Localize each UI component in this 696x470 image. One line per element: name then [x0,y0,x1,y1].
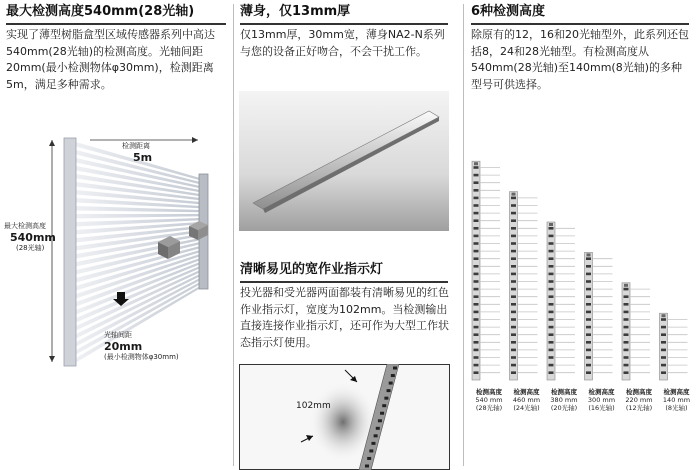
beam-window [549,288,554,291]
beam-window [586,356,591,359]
beam-window [661,356,666,359]
beam-window [624,311,629,314]
section-divider [240,23,448,25]
model-label-axes: (20光轴) [550,404,578,412]
beam-window [474,189,479,192]
beam-window [661,349,666,352]
led-dot [365,465,369,468]
beam-window [661,333,666,336]
beam-window [624,295,629,298]
beam-window [474,257,479,260]
beam-window [586,288,591,291]
beam-window [511,227,516,230]
model-label [509,388,545,412]
beam-window [511,341,516,344]
led-dot [387,389,391,392]
model-label-axes: (12光轴) [625,404,653,412]
beam-window [624,326,629,329]
beam-window [549,371,554,374]
beam-window [511,204,516,207]
beam-window [624,349,629,352]
model-label-height: 220 mm [625,396,653,404]
column-divider [233,4,234,466]
beam-window [474,227,479,230]
light-beam [76,214,200,219]
beam-window [511,273,516,276]
led-dot [367,457,371,460]
beam-window [549,257,554,260]
model-label-axes: (28光轴) [475,404,503,412]
beam-window [511,197,516,200]
beam-window [474,356,479,359]
model-label-height: 540 mm [475,396,503,404]
indicator-width-label: 102mm [296,401,331,411]
model-label-title: 检测高度 [476,388,502,396]
model-label-title: 检测高度 [626,388,652,396]
led-dot [389,382,393,385]
beam-window [549,318,554,321]
beam-window [474,204,479,207]
beam-window [511,311,516,314]
beam-window [511,242,516,245]
beam-window [624,364,629,367]
model-sensor [585,252,613,380]
test-object-cube [158,236,180,259]
led-dot [371,442,375,445]
beam-window [586,273,591,276]
led-dot [384,397,388,400]
light-curtain-figure [0,118,232,470]
pitch-value: 20mm [104,340,143,353]
beam-window [511,257,516,260]
beam-window [474,242,479,245]
section-title-indicator: 清晰易见的宽作业指示灯 [240,262,384,277]
model-sensor [660,313,688,380]
beam-window [474,303,479,306]
model-label-height: 300 mm [587,396,616,404]
beam-window [474,235,479,238]
led-dot [380,412,384,415]
beam-window [474,265,479,268]
beam-window [474,371,479,374]
section-divider [6,23,226,25]
beam-window [511,318,516,321]
section-divider [240,281,448,283]
led-dot [374,434,378,437]
section-body-heights: 除原有的12，16和20光轴型外，此系列还包括8，24和28光轴型。有检测高度从540mm(28光轴)至140mm(8光轴)的多种型号可供选择。 [471,28,689,91]
pitch-note: (最小检测物体φ30mm) [104,353,179,361]
beam-window [549,303,554,306]
beam-window [474,326,479,329]
beam-window [474,250,479,253]
model-label [546,388,582,412]
beam-window [511,326,516,329]
beam-window [511,212,516,215]
light-beams [76,142,200,363]
beam-window [511,265,516,268]
beam-window [474,273,479,276]
beam-window [511,288,516,291]
beam-window [586,295,591,298]
distance-value: 5m [133,151,153,164]
led-dot [378,419,382,422]
beam-window [474,333,479,336]
beam-window [661,326,666,329]
beam-window [474,295,479,298]
beam-window [586,265,591,268]
beam-window [474,219,479,222]
beam-window [474,349,479,352]
indicator-lamp-photo [239,364,450,470]
beam-window [511,250,516,253]
beam-window [661,318,666,321]
beam-window [474,166,479,169]
led-dot [382,404,386,407]
beam-window [624,371,629,374]
beam-window [474,197,479,200]
section-divider [471,23,689,25]
beam-window [474,341,479,344]
beam-window [549,311,554,314]
led-dot [369,449,373,452]
section-title-heights: 6种检测高度 [471,4,546,19]
section-body-indicator: 投光器和受光器两面都装有清晰易见的红色作业指示灯，宽度为102mm。当检测输出直接连接作业指示灯，还可作为大型工作状态指示灯使用。 [240,286,449,349]
beam-window [624,303,629,306]
beam-window [549,341,554,344]
model-label-title: 检测高度 [513,388,540,396]
beam-window [624,341,629,344]
beam-window [549,227,554,230]
beam-window [586,303,591,306]
beam-window [474,212,479,215]
pitch-label: 光轴间距 [104,331,132,339]
beam-window [511,333,516,336]
beam-window [624,318,629,321]
emitter-unit [64,138,76,366]
height-label: 最大检测高度 [4,222,46,230]
model-label [584,388,620,412]
beam-window [586,257,591,260]
model-label [621,388,657,412]
beam-window [661,341,666,344]
model-label-axes: (8光轴) [665,404,688,412]
thin-sensor-photo [239,91,449,231]
model-lineup-figure [464,140,696,386]
height-value: 540mm [10,231,56,244]
led-dot [391,374,395,377]
beam-window [586,341,591,344]
beam-window [549,349,554,352]
led-dot [393,367,397,370]
beam-window [586,280,591,283]
beam-window [549,333,554,336]
beam-window [474,174,479,177]
light-beam [76,270,200,331]
beam-window [586,333,591,336]
model-label [471,388,507,412]
model-sensor [547,222,575,380]
beam-window [549,273,554,276]
beam-window [549,326,554,329]
model-sensor [510,192,538,380]
beam-window [549,250,554,253]
model-label [659,388,695,412]
beam-window [511,349,516,352]
beam-window [586,326,591,329]
beam-window [586,364,591,367]
section-body-max-height: 实现了薄型树脂盒型区域传感器系列中高达540mm(28光轴)的检测高度。光轴间距20mm(最小检测物体φ30mm)，检测距离5m，满足多种需求。 [6,28,215,91]
model-label-height: 140 mm [662,396,691,404]
beam-window [511,371,516,374]
beam-window [474,288,479,291]
beam-window [586,371,591,374]
beam-window [624,288,629,291]
beam-window [511,235,516,238]
section-title-max-height: 最大检测高度540mm(28光轴) [6,4,195,19]
beam-window [549,356,554,359]
beam-window [474,280,479,283]
beam-window [586,349,591,352]
beam-window [549,295,554,298]
height-axes: (28光轴) [16,244,45,252]
beam-window [511,280,516,283]
model-label-title: 检测高度 [588,388,615,396]
beam-window [549,364,554,367]
model-label-axes: (16光轴) [588,404,615,412]
model-label-title: 检测高度 [551,388,577,396]
beam-window [511,303,516,306]
led-dot [376,427,380,430]
model-label-height: 460 mm [512,396,541,404]
beam-window [661,371,666,374]
model-sensor [472,161,500,380]
beam-window [511,356,516,359]
beam-window [474,181,479,184]
beam-window [511,295,516,298]
section-body-thin: 仅13mm厚，30mm宽，薄身NA2-N系列与您的设备正好吻合，不会干扰工作。 [240,28,445,58]
beam-window [549,265,554,268]
beam-window [549,235,554,238]
beam-window [474,364,479,367]
beam-window [511,219,516,222]
beam-window [586,311,591,314]
beam-window [586,318,591,321]
model-sensor [622,283,650,380]
model-label-axes: (24光轴) [513,404,540,412]
beam-window [549,242,554,245]
beam-window [549,280,554,283]
beam-window [511,364,516,367]
beam-window [474,318,479,321]
section-title-thin: 薄身，仅13mm厚 [240,4,351,19]
model-label-height: 380 mm [550,396,578,404]
distance-label: 检测距离 [122,142,150,150]
beam-window [624,356,629,359]
model-label-title: 检测高度 [663,388,690,396]
beam-window [624,333,629,336]
beam-window [661,364,666,367]
beam-window [474,311,479,314]
